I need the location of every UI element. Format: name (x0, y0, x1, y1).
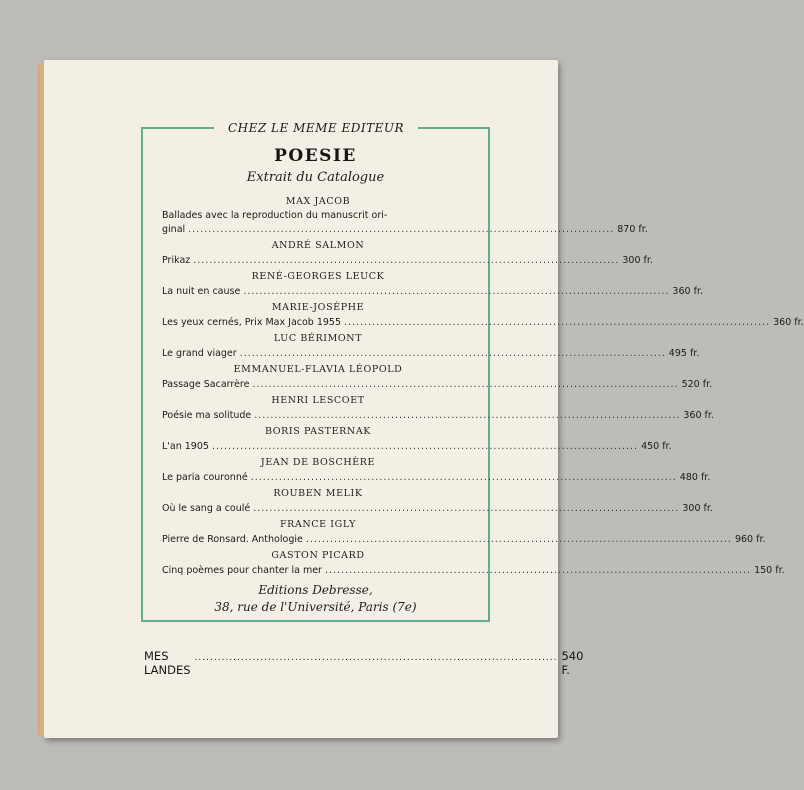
entry-title-line: Ballades avec la reproduction du manuscrit ori- (162, 210, 388, 221)
entry-author: LUC BÉRIMONT (273, 333, 363, 344)
catalogue-entry (162, 486, 713, 517)
entry-price: 300 fr. (622, 255, 653, 266)
entry-price: 450 fr. (641, 441, 672, 452)
entry-title: La nuit en cause (162, 286, 241, 297)
entry-price: 300 fr. (682, 503, 713, 514)
featured-price: 540 F. (561, 649, 584, 677)
entry-title: L'an 1905 (162, 441, 209, 452)
entry-author: FRANCE IGLY (279, 519, 357, 530)
entry-price: 870 fr. (617, 224, 648, 235)
dot-leader: .......................................................................................................... (239, 348, 666, 359)
publisher-header: CHEZ LE MEME EDITEUR (214, 120, 418, 137)
entry-title: Prikaz (162, 255, 191, 266)
dot-leader: .......................................................................................................... (188, 224, 615, 235)
dot-leader: .......................................................................................................... (305, 534, 732, 545)
entry-price: 360 fr. (683, 410, 714, 421)
entry-author: BORIS PASTERNAK (265, 426, 371, 437)
entry-author: EMMANUEL-FLAVIA LÉOPOLD (233, 364, 403, 375)
catalogue-entry (162, 331, 700, 362)
entry-author: GASTON PICARD (271, 550, 365, 561)
dot-leader: .......................................................................................................... (324, 565, 752, 576)
entry-price: 360 fr. (773, 317, 804, 328)
entry-title: Cinq poèmes pour chanter la mer (162, 565, 322, 576)
entry-price: 150 fr. (754, 565, 785, 576)
entry-author: JEAN DE BOSCHÈRE (260, 457, 376, 468)
entry-author: ANDRÉ SALMON (271, 240, 365, 251)
entry-price: 360 fr. (672, 286, 703, 297)
catalogue-entry (162, 548, 785, 579)
catalogue-entry (162, 517, 766, 548)
entry-author: ROUBEN MELIK (273, 488, 363, 499)
dot-leader: .............................................................................................. (194, 653, 558, 663)
catalogue-subtitle: Extrait du Catalogue (246, 170, 385, 185)
entry-title: Où le sang a coulé (162, 503, 251, 514)
catalogue-entry (162, 194, 648, 238)
dot-leader: .......................................................................................................... (193, 255, 620, 266)
entry-title: Les yeux cernés, Prix Max Jacob 1955 (162, 317, 342, 328)
catalogue-entry (162, 362, 713, 393)
dot-leader: .......................................................................................................... (254, 410, 681, 421)
dot-leader: .......................................................................................................... (243, 286, 670, 297)
entry-price: 495 fr. (668, 348, 700, 359)
publisher-address: 38, rue de l'Université, Paris (7e) (214, 600, 417, 614)
entry-title: Passage Sacarrère (162, 379, 250, 390)
entry-title: Poésie ma solitude (162, 410, 252, 421)
dot-leader: .......................................................................................................... (253, 503, 680, 514)
entry-title: Pierre de Ronsard. Anthologie (162, 534, 303, 545)
catalogue-entry (162, 424, 672, 455)
dot-leader: .......................................................................................................... (211, 441, 639, 452)
catalogue-entry (162, 238, 653, 269)
catalogue-title: POESIE (274, 146, 357, 166)
catalogue-entry (162, 269, 703, 300)
dot-leader: .......................................................................................................... (252, 379, 679, 390)
publisher-name: Editions Debresse, (258, 583, 373, 597)
entry-author: MAX JACOB (285, 196, 351, 207)
catalogue-entry (162, 455, 711, 486)
entry-price: 520 fr. (681, 379, 713, 390)
entry-price: 480 fr. (679, 472, 711, 483)
catalogue-list (162, 194, 804, 579)
catalogue-entry (162, 393, 714, 424)
catalogue-entry (162, 300, 804, 331)
entry-title: ginal (162, 224, 186, 235)
entry-title: Le grand viager (162, 348, 237, 359)
featured-title-line (144, 649, 584, 677)
featured-title: MES LANDES (144, 649, 191, 677)
entry-author: MARIE-JOSÉPHE (271, 302, 365, 313)
dot-leader: .......................................................................................................... (344, 317, 771, 328)
entry-author: RENÉ-GEORGES LEUCK (251, 271, 385, 282)
entry-title: Le paria couronné (162, 472, 248, 483)
entry-price: 960 fr. (734, 534, 766, 545)
dot-leader: .......................................................................................................... (250, 472, 677, 483)
entry-author: HENRI LESCOET (271, 395, 365, 406)
